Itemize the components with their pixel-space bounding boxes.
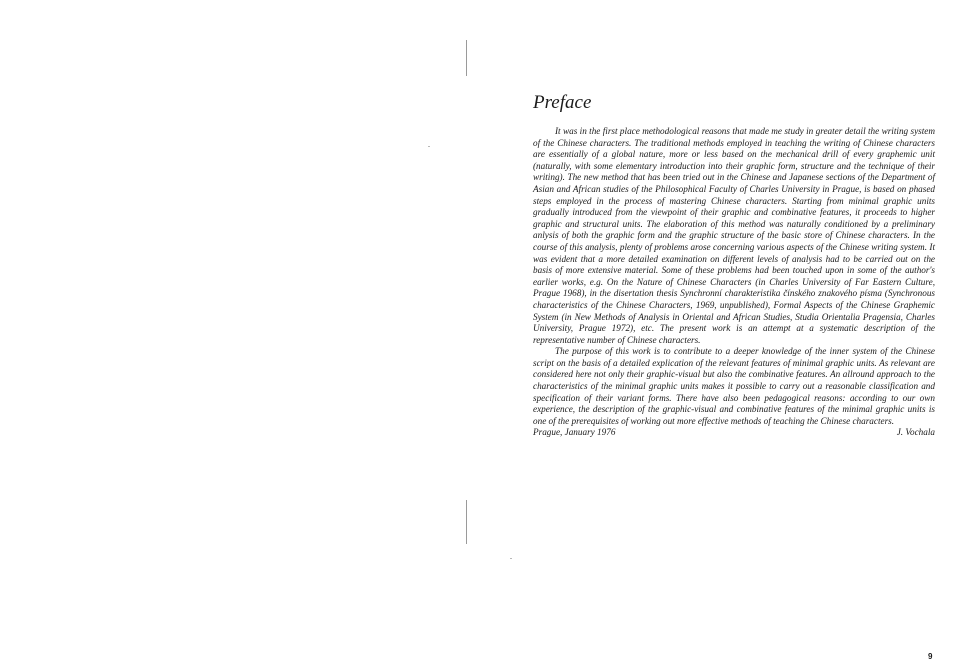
scan-speck [510, 558, 512, 559]
preface-body [533, 92, 935, 439]
signoff [533, 427, 935, 439]
author-name: J. Vochala [896, 427, 935, 438]
gutter-mark [466, 40, 467, 76]
gutter-mark [466, 500, 467, 544]
paragraph: The purpose of this work is to contribute to a deeper knowledge of the inner system of the Chinese script on the basis of a detailed explication of the relevant features of minimal graphic units. As relevant are considered here not only their graphic-visual but also the combinative features. An allround approach to the characteristics of the minimal graphic units makes it possible to carry out a reasonable classification and specification of their variant forms. There have also been pedagogical reasons: according to our own experience, the description of the graphic-visual and combinative features of the minimal graphic units is one of the prerequisites of working out more effective methods of teaching the Chinese characters. [533, 346, 935, 426]
scan-speck [428, 146, 430, 147]
place-date: Prague, January 1976 [533, 427, 616, 438]
paragraph: It was in the first place methodological reasons that made me study in greater detail the writing system of the Chinese characters. The traditional methods employed in teaching the writing of Chinese characters are essentially of a global nature, more or less based on the mechanical drill of every graphemic unit (naturally, with some elementary introduction into their graphic form, structure and the technique of their writing). The new method that has been tried out in the Chinese and Japanese sections of the Department of Asian and African studies of the Philosophical Faculty of Charles University in Prague, is based on phased steps employed in the process of mastering Chinese characters. Starting from minimal graphic units gradually introduced from the viewpoint of their graphic and combinative features, it proceeds to higher graphic and structural units. The elaboration of this method was naturally conditioned by a preliminary anlysis of both the graphic form and the graphic structure of the basic store of Chinese characters. In the course of this analysis, plenty of problems arose concerning various aspects of the Chinese writing system. It was evident that a more detailed examination on different levels of analysis had to be carried out on the basis of more extensive material. Some of these problems had been touched upon in some of the author's earlier works, e.g. On the Nature of Chinese Characters (in Charles University of Far Eastern Culture, Prague 1968), in the disertation thesis Synchronní charakteristika čínského znakového písma (Synchronous characteristics of the Chinese Characters, 1969, unpublished), Formal Aspects of the Chinese Graphemic System (in New Methods of Analysis in Oriental and African Studies, Studia Orientalia Pragensia, Charles University, Prague 1972), etc. The present work is an attempt at a systematic description of the representative number of Chinese characters. [533, 126, 935, 345]
page-number: 9 [928, 652, 933, 661]
page-title: Preface [533, 92, 592, 113]
